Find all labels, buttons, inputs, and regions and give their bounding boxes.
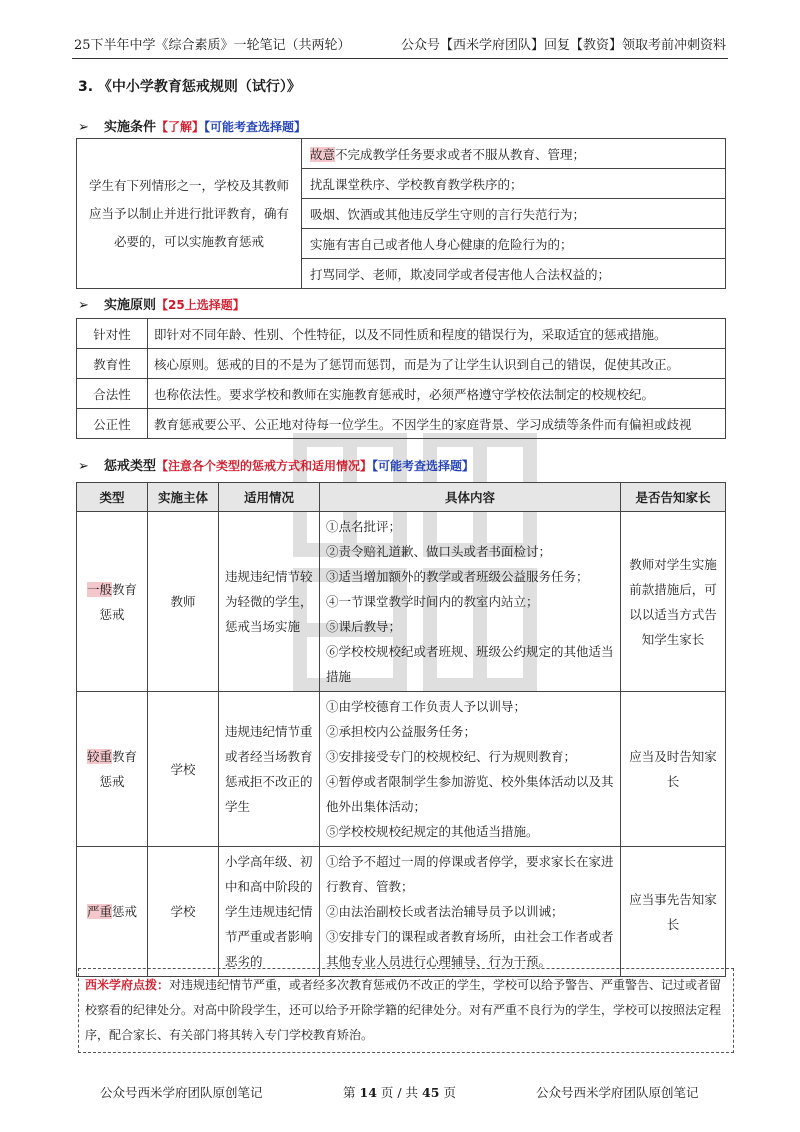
principles-heading: ➢ 实施原则【25上选择题】 <box>78 298 245 313</box>
types-heading: ➢ 惩戒类型【注意各个类型的惩戒方式和适用情况】【可能考查选择题】 <box>78 459 475 474</box>
arrow-bullet-icon: ➢ <box>78 459 89 474</box>
types-table <box>76 482 726 977</box>
page-header <box>72 36 728 59</box>
list-item: ⑤学校校规校纪规定的其他适当措施。 <box>326 824 539 839</box>
list-item: ②责令赔礼道歉、做口头或者书面检讨； <box>326 544 552 559</box>
type-row-serious: 严重惩戒 学校 小学高年级、初中和高中阶段的学生违规违纪情节严重或者影响恶劣的 ①给予不超过一周的停课或者停学，要求家长在家进行教育、管教； ②由法治副校长或者法治辅导员予以训诫； ③安排专门的课程或者教育场所，由社会工作者或者其他专业人员进行心理辅导、行为干预。 应当事先告知家长 <box>77 847 726 977</box>
condition-item: 实施有害自己或者他人身心健康的危险行为的； <box>302 229 726 259</box>
list-item: ④暂停或者限制学生参加游览、校外集体活动以及其他外出集体活动； <box>326 774 614 814</box>
footer-left: 公众号西米学府团队原创笔记 <box>100 1085 263 1100</box>
arrow-bullet-icon: ➢ <box>78 120 89 135</box>
tip-label: 西米学府点拨： <box>85 978 170 992</box>
list-item: ⑥学校校规校纪或者班规、班级公约规定的其他适当措施 <box>326 644 614 684</box>
list-item: ②承担校内公益服务任务； <box>326 724 477 739</box>
principle-row: 公正性 教育惩戒要公平、公正地对待每一位学生。不因学生的家庭背景、学习成绩等条件而有偏袒或歧视 <box>77 409 726 439</box>
list-item: ③适当增加额外的教学或者班级公益服务任务； <box>326 569 589 584</box>
page-number: 第 14 页 / 共 45 页 <box>343 1085 456 1100</box>
conditions-intro: 学生有下列情形之一，学校及其教师应当予以制止并进行批评教育，确有必要的，可以实施教育惩戒 <box>77 139 302 289</box>
conditions-heading: ➢ 实施条件【了解】【可能考查选择题】 <box>78 120 307 135</box>
header-left: 25下半年中学《综合素质》一轮笔记（共两轮） <box>74 38 351 53</box>
list-item: ③安排接受专门的校规校纪、行为规则教育； <box>326 749 577 764</box>
section-title: 3. 《中小学教育惩戒规则（试行）》 <box>78 79 301 95</box>
tip-text: 对违规违纪情节严重，或者经多次教育惩戒仍不改正的学生，学校可以给予警告、严重警告、记过或者留校察看的纪律处分。对高中阶段学生，还可以给予开除学籍的纪律处分。对有严重不良行为的学生，学校可以按照法定程序，配合家长、有关部门将其转入专门学校教育矫治。 <box>85 978 722 1042</box>
tip-box <box>78 968 734 1053</box>
principle-row: 教育性 核心原则。惩戒的目的不是为了惩罚而惩罚，而是为了让学生认识到自己的错误，促使其改正。 <box>77 349 726 379</box>
principle-row: 针对性 即针对不同年龄、性别、个性特征，以及不同性质和程度的错误行为，采取适宜的惩戒措施。 <box>77 319 726 349</box>
condition-item: 扰乱课堂秩序、学校教育教学秩序的； <box>302 169 726 199</box>
list-item: ②由法治副校长或者法治辅导员予以训诫； <box>326 904 564 919</box>
list-item: ⑤课后教导； <box>326 619 402 634</box>
principles-table <box>76 318 726 439</box>
list-item: ④一节课堂教学时间内的教室内站立； <box>326 594 539 609</box>
list-item: ①给予不超过一周的停课或者停学，要求家长在家进行教育、管教； <box>326 854 614 894</box>
arrow-bullet-icon: ➢ <box>78 298 89 313</box>
type-row-heavier: 较重教育惩戒 学校 违规违纪情节重或者经当场教育惩戒拒不改正的学生 ①由学校德育工作负责人予以训导； ②承担校内公益服务任务； ③安排接受专门的校规校纪、行为规则教育； ④暂停或者限制学生参加游览、校外集体活动以及其他外出集体活动； ⑤学校校规校纪规定的其他适当措施。 应当及时告知家长 <box>77 692 726 847</box>
condition-item: 故意不完成教学任务要求或者不服从教育、管理； <box>302 139 726 169</box>
footer-right: 公众号西米学府团队原创笔记 <box>536 1085 699 1100</box>
list-item: ①由学校德育工作负责人予以训导； <box>326 699 527 714</box>
conditions-table <box>76 138 726 289</box>
table-header-row: 类型 实施主体 适用情况 具体内容 是否告知家长 <box>77 483 726 512</box>
list-item: ③安排专门的课程或者教育场所，由社会工作者或者其他专业人员进行心理辅导、行为干预。 <box>326 929 614 969</box>
list-item: ①点名批评； <box>326 519 402 534</box>
condition-item: 打骂同学、老师，欺凌同学或者侵害他人合法权益的； <box>302 259 726 289</box>
condition-item: 吸烟、饮酒或其他违反学生守则的言行失范行为； <box>302 199 726 229</box>
principle-row: 合法性 也称依法性。要求学校和教师在实施教育惩戒时，必须严格遵守学校依法制定的校规校纪。 <box>77 379 726 409</box>
type-row-general: 一般教育惩戒 教师 违规违纪情节较为轻微的学生，惩戒当场实施 ①点名批评； ②责令赔礼道歉、做口头或者书面检讨； ③适当增加额外的教学或者班级公益服务任务； ④一节课堂教学时间内的教室内站立； ⑤课后教导； ⑥学校校规校纪或者班规、班级公约规定的其他适当措施 教师对学生实施前款措施后，可以以适当方式告知学生家长 <box>77 512 726 692</box>
header-right: 公众号【西米学府团队】回复【教资】领取考前冲刺资料 <box>400 38 726 53</box>
